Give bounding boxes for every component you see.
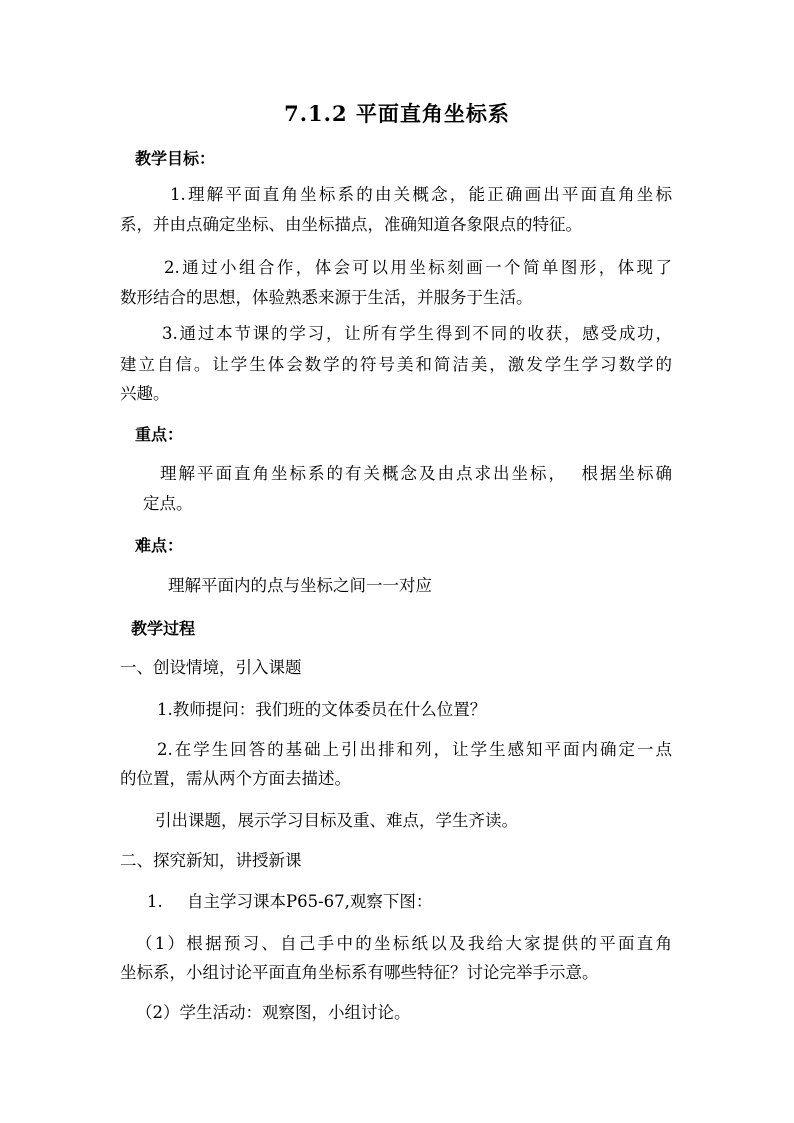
section-2-item-1-text: 自主学习课本P65-67,观察下图： — [187, 892, 433, 911]
difficulties-line: 理解平面内的点与坐标之间一一对应 — [168, 576, 432, 595]
section-1-paragraph-2-line-1: 2.在学生回答的基础上引出排和列，让学生感知平面内确定一点 — [157, 740, 672, 759]
process-heading: 教学过程 — [131, 619, 196, 638]
objective-3-line-3: 兴趣。 — [120, 384, 170, 403]
section-2-item-1-number: 1. — [147, 892, 163, 911]
section-2-sub-1-line-1: （1）根据预习、自己手中的坐标纸以及我给大家提供的平面直角 — [136, 934, 672, 953]
objective-3-line-1: 3.通过本节课的学习，让所有学生得到不同的收获，感受成功， — [162, 324, 672, 343]
difficulties-heading: 难点： — [135, 536, 184, 555]
section-2-title: 二、探究新知，讲授新课 — [120, 851, 302, 870]
objective-2-line-2: 数形结合的思想，体验熟悉来源于生活，并服务于生活。 — [120, 288, 533, 307]
section-1-paragraph-2-line-2: 的位置，需从两个方面去描述。 — [120, 769, 351, 788]
key-points-line-2: 定点。 — [143, 494, 193, 513]
objective-1-line-1: 1.理解平面直角坐标系的由关概念，能正确画出平面直角坐标 — [170, 185, 672, 204]
objective-2-line-1: 2.通过小组合作，体会可以用坐标刻画一个简单图形，体现了 — [164, 258, 672, 277]
objective-3-line-2: 建立自信。让学生体会数学的符号美和简洁美，激发学生学习数学的 — [120, 355, 672, 374]
section-1-title: 一、创设情境，引入课题 — [120, 658, 302, 677]
objectives-heading: 教学目标： — [135, 149, 216, 168]
section-1-paragraph-1: 1.教师提问：我们班的文体委员在什么位置？ — [157, 700, 487, 719]
objective-1-line-2: 系，并由点确定坐标、由坐标描点，准确知道各象限点的特征。 — [120, 215, 582, 234]
key-points-line-1: 理解平面直角坐标系的有关概念及由点求出坐标， 根据坐标确 — [160, 464, 672, 483]
section-2-sub-1-line-2: 坐标系，小组讨论平面直角坐标系有哪些特征？讨论完举手示意。 — [120, 963, 599, 982]
key-points-heading: 重点： — [135, 425, 184, 444]
document-title: 7.1.2 平面直角坐标系 — [284, 101, 510, 126]
section-1-paragraph-3: 引出课题，展示学习目标及重、难点，学生齐读。 — [155, 811, 518, 830]
section-2-sub-2: （2）学生活动：观察图，小组讨论。 — [136, 1003, 411, 1022]
